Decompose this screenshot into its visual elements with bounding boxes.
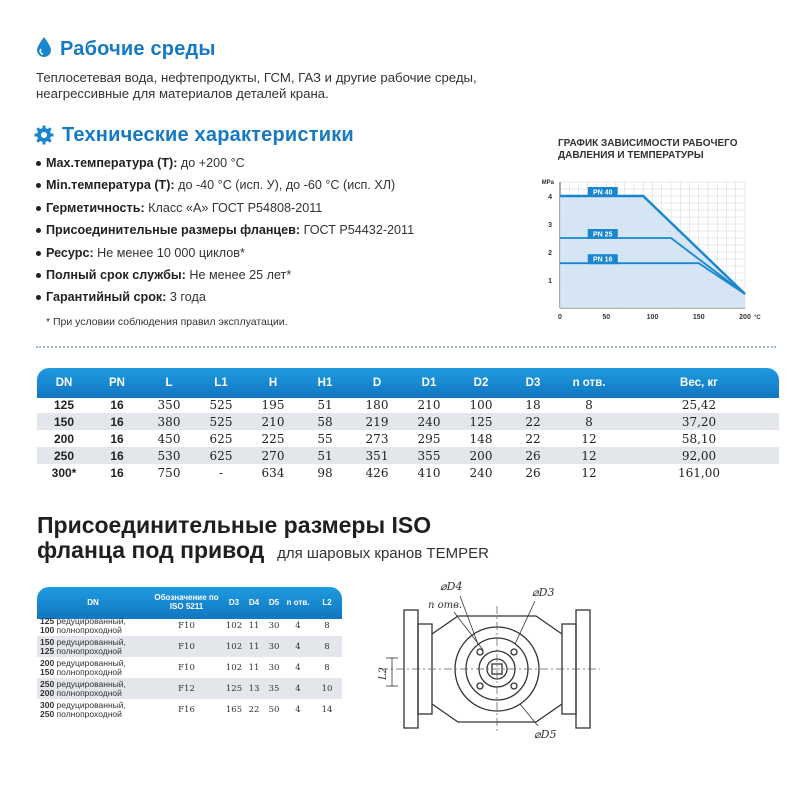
dn-number: 125 <box>40 645 55 656</box>
table-cell: 25,42 <box>681 397 717 412</box>
spec-value: до +200 °С <box>177 156 245 170</box>
table-cell-dn <box>37 699 149 720</box>
table-cell: 450 <box>157 431 181 446</box>
x-axis-label: °C <box>754 315 761 321</box>
table-cell: - <box>218 465 224 480</box>
table-cell: 11 <box>248 620 260 631</box>
media-text-line1: Теплосетевая вода, нефтепродукты, ГСМ, ГАЗ и другие рабочие среды, <box>36 70 477 85</box>
chart-title <box>558 138 738 162</box>
table-cell: 219 <box>351 413 403 430</box>
spec-item <box>36 286 506 308</box>
table-row <box>37 447 779 464</box>
iso-title-line1: Присоединительные размеры ISO <box>37 512 432 538</box>
table-cell: 525 <box>195 413 247 430</box>
col-header: D2 <box>473 377 489 389</box>
table-cell: 273 <box>365 431 389 446</box>
table-cell: 102 <box>225 662 243 673</box>
x-tick-label: 200 <box>739 314 751 321</box>
table-cell: 50 <box>268 704 280 715</box>
table-cell: 35 <box>264 678 284 699</box>
dn-text: редуцированный, <box>54 636 126 647</box>
dn-text: редуцированный, <box>54 615 126 626</box>
x-tick-label: 150 <box>692 314 705 321</box>
col-header: L2 <box>322 597 332 607</box>
dn-text: полнопроходной <box>54 666 122 677</box>
spec-item <box>36 264 506 286</box>
table-cell: 18 <box>525 397 541 412</box>
table-cell: 4 <box>295 620 301 631</box>
table-cell: 4 <box>284 678 312 699</box>
table-cell: 22 <box>525 431 541 446</box>
media-text-line2: неагрессивные для материалов деталей крана. <box>36 86 329 101</box>
table-cell: 22 <box>248 704 260 715</box>
table-cell: 8 <box>312 636 342 657</box>
spec-item <box>36 242 506 264</box>
dn-text: полнопроходной <box>54 624 122 635</box>
table-cell: 16 <box>110 431 124 446</box>
table-cell: 125 <box>53 397 75 412</box>
table-cell: 240 <box>403 413 455 430</box>
table-cell: 16 <box>110 465 124 480</box>
col-header: L <box>165 377 173 389</box>
col-header: D1 <box>421 377 437 389</box>
table-cell: 150 <box>37 413 91 430</box>
spec-label: Герметичность: <box>46 200 145 215</box>
table-cell: 8 <box>585 397 593 412</box>
y-tick-label: 3 <box>548 222 552 229</box>
table-cell: 51 <box>317 397 333 412</box>
series-label: PN 25 <box>593 231 613 239</box>
table-cell: 30 <box>268 662 280 673</box>
table-cell: 625 <box>195 447 247 464</box>
iso-title-line2: фланца под привод <box>37 537 265 563</box>
spec-value: Не менее 10 000 циклов* <box>93 245 245 260</box>
table-cell: 351 <box>351 447 403 464</box>
table-row <box>37 464 779 481</box>
iso-title-line2-wrap <box>37 538 489 566</box>
col-header: L1 <box>214 377 228 389</box>
table-cell-dn <box>37 657 149 678</box>
table-cell: 4 <box>295 704 301 715</box>
table-cell: 270 <box>247 447 299 464</box>
table-cell: 380 <box>143 413 195 430</box>
dn-text: редуцированный, <box>54 678 126 689</box>
table-cell: F12 <box>149 678 224 699</box>
table-cell: 530 <box>143 447 195 464</box>
dn-text: редуцированный, <box>54 657 126 668</box>
col-header: D5 <box>268 597 280 607</box>
y-tick-label: 2 <box>548 250 552 257</box>
table-row <box>37 636 342 657</box>
table-cell: 4 <box>284 636 312 657</box>
table-cell: F10 <box>178 620 195 631</box>
y-tick-label: 1 <box>548 278 552 285</box>
table-cell: 4 <box>295 662 301 673</box>
dn-text: редуцированный, <box>54 699 126 710</box>
spec-label: Присоединительные размеры фланцев: <box>46 223 301 238</box>
col-header: H1 <box>317 377 333 389</box>
col-header: n отв. <box>572 377 606 389</box>
table-cell: 355 <box>403 447 455 464</box>
table-cell: 102 <box>225 620 243 631</box>
spec-item <box>36 174 506 196</box>
table-cell: 12 <box>581 465 597 480</box>
dn-number: 125 <box>40 615 55 626</box>
label-n: n отв. <box>428 600 463 611</box>
x-tick-label: 0 <box>558 314 562 321</box>
table-cell: 58,10 <box>681 431 717 446</box>
table-cell: 8 <box>324 620 330 631</box>
table-cell: 225 <box>261 431 285 446</box>
table-cell: 11 <box>244 636 264 657</box>
media-title: Рабочие среды <box>60 38 216 60</box>
spec-value: Класс «А» ГОСТ Р54808-2011 <box>144 200 323 215</box>
table-cell: 200 <box>53 431 75 446</box>
pressure-temperature-chart <box>530 168 790 328</box>
table-cell: 10 <box>312 678 342 699</box>
table-cell: 210 <box>247 413 299 430</box>
dn-number: 200 <box>40 687 55 698</box>
specs-title: Технические характеристики <box>62 124 354 146</box>
spec-item <box>36 197 506 219</box>
table-cell: 16 <box>110 397 124 412</box>
table-cell: 22 <box>507 413 559 430</box>
table-cell: 11 <box>248 662 260 673</box>
water-drop-icon <box>36 36 52 58</box>
spec-label: Гарантийный срок: <box>46 290 167 305</box>
dn-number: 300 <box>40 699 55 710</box>
table-row <box>37 615 342 636</box>
main-table <box>37 370 779 481</box>
specs-list <box>36 152 506 309</box>
dn-text: полнопроходной <box>54 708 122 719</box>
series-label: PN 16 <box>593 256 613 264</box>
table-cell: 634 <box>261 465 285 480</box>
table-cell: 58 <box>299 413 351 430</box>
label-d4: ⌀D4 <box>440 580 463 593</box>
table-cell: 13 <box>244 678 264 699</box>
table-cell: 625 <box>209 431 233 446</box>
spec-label: Min.температура (T): <box>46 178 175 193</box>
dn-number: 250 <box>40 708 55 719</box>
col-header: DN <box>55 377 73 389</box>
table-cell: 295 <box>417 431 441 446</box>
iso-table-header <box>37 589 342 615</box>
table-cell: 26 <box>507 447 559 464</box>
spec-label: Полный срок службы: <box>46 268 186 283</box>
footnote: * При условии соблюдения правил эксплуатации. <box>46 316 288 328</box>
col-header: DN <box>87 597 99 607</box>
table-cell: F10 <box>149 636 224 657</box>
col-header: D <box>372 377 382 389</box>
dn-text: полнопроходной <box>54 687 122 698</box>
table-row <box>37 430 779 447</box>
spec-value: Не менее 25 лет* <box>185 268 292 283</box>
label-d3: ⌀D3 <box>532 586 555 599</box>
label-l2: L2 <box>378 666 389 680</box>
table-cell: F10 <box>178 662 195 673</box>
table-cell: 180 <box>365 397 389 412</box>
table-cell-dn <box>37 636 149 657</box>
table-cell: F16 <box>178 704 195 715</box>
table-cell: 100 <box>469 397 493 412</box>
table-cell-dn <box>37 615 149 636</box>
chart-title-line1: ГРАФИК ЗАВИСИМОСТИ РАБОЧЕГО <box>558 138 738 149</box>
table-cell: 250 <box>37 447 91 464</box>
table-cell: 30 <box>268 620 280 631</box>
dn-text: полнопроходной <box>54 645 122 656</box>
table-cell: 195 <box>261 397 285 412</box>
table-cell: 125 <box>224 678 244 699</box>
iso-subtitle: для шаровых кранов TEMPER <box>277 545 489 562</box>
series-label: PN 40 <box>593 189 613 197</box>
table-cell: 51 <box>299 447 351 464</box>
table-cell: 300* <box>51 465 77 480</box>
valve-drawing <box>370 566 610 756</box>
chart-title-line2: ДАВЛЕНИЯ И ТЕМПЕРАТУРЫ <box>558 150 704 161</box>
table-cell: 210 <box>417 397 441 412</box>
col-header: D4 <box>248 597 260 607</box>
col-header: D3 <box>228 597 240 607</box>
table-cell: 55 <box>317 431 333 446</box>
table-cell: 125 <box>455 413 507 430</box>
y-axis-label: MPa <box>541 180 554 186</box>
table-cell: 37,20 <box>619 413 779 430</box>
table-cell: 92,00 <box>619 447 779 464</box>
table-cell: 410 <box>417 465 441 480</box>
dn-number: 250 <box>40 678 55 689</box>
table-cell: 16 <box>91 413 143 430</box>
table-cell: 350 <box>157 397 181 412</box>
table-cell: 12 <box>581 431 597 446</box>
table-cell: 240 <box>469 465 493 480</box>
table-cell: 12 <box>559 447 619 464</box>
table-cell: 165 <box>225 704 243 715</box>
dn-number: 200 <box>40 657 55 668</box>
media-text <box>36 70 516 102</box>
dn-number: 150 <box>40 636 55 647</box>
table-cell: 8 <box>559 413 619 430</box>
table-cell-dn <box>37 678 149 699</box>
table-row <box>37 413 779 430</box>
col-header: PN <box>109 377 125 389</box>
table-cell: 14 <box>321 704 333 715</box>
table-cell: 161,00 <box>678 465 720 480</box>
col-header: Вес, кг <box>680 377 718 389</box>
x-tick-label: 100 <box>646 314 659 321</box>
spec-value: 3 года <box>166 290 206 305</box>
table-cell: 30 <box>264 636 284 657</box>
table-cell: 525 <box>209 397 233 412</box>
dn-number: 100 <box>40 624 55 635</box>
x-tick-label: 50 <box>602 314 611 321</box>
spec-value: ГОСТ Р54432-2011 <box>300 223 415 238</box>
spec-item <box>36 152 506 174</box>
spec-item <box>36 219 506 241</box>
table-row <box>37 699 342 720</box>
dn-number: 150 <box>40 666 55 677</box>
col-header: H <box>268 377 278 389</box>
y-tick-label: 4 <box>548 194 552 201</box>
gear-icon <box>34 125 54 145</box>
main-table-header <box>37 370 779 396</box>
col-header: n отв. <box>286 597 310 607</box>
table-cell: 98 <box>317 465 333 480</box>
iso-table <box>37 589 342 720</box>
table-row <box>37 678 342 699</box>
spec-label: Max.температура (T): <box>46 156 178 170</box>
section-divider <box>36 346 776 348</box>
table-cell: 200 <box>455 447 507 464</box>
table-cell: 750 <box>157 465 181 480</box>
col-header: D3 <box>525 377 541 389</box>
col-header: Обозначение по ISO 5211 <box>154 593 219 611</box>
spec-label: Ресурс: <box>46 245 94 260</box>
table-cell: 8 <box>324 662 330 673</box>
spec-value: до -40 °С (исп. У), до -60 °С (исп. ХЛ) <box>174 178 396 193</box>
table-cell: 102 <box>224 636 244 657</box>
table-cell: 16 <box>91 447 143 464</box>
table-row <box>37 657 342 678</box>
table-cell: 148 <box>469 431 493 446</box>
table-cell: 26 <box>525 465 541 480</box>
table-cell: 426 <box>365 465 389 480</box>
label-d5: ⌀D5 <box>534 728 557 741</box>
table-row <box>37 396 779 413</box>
iso-title <box>37 513 489 566</box>
